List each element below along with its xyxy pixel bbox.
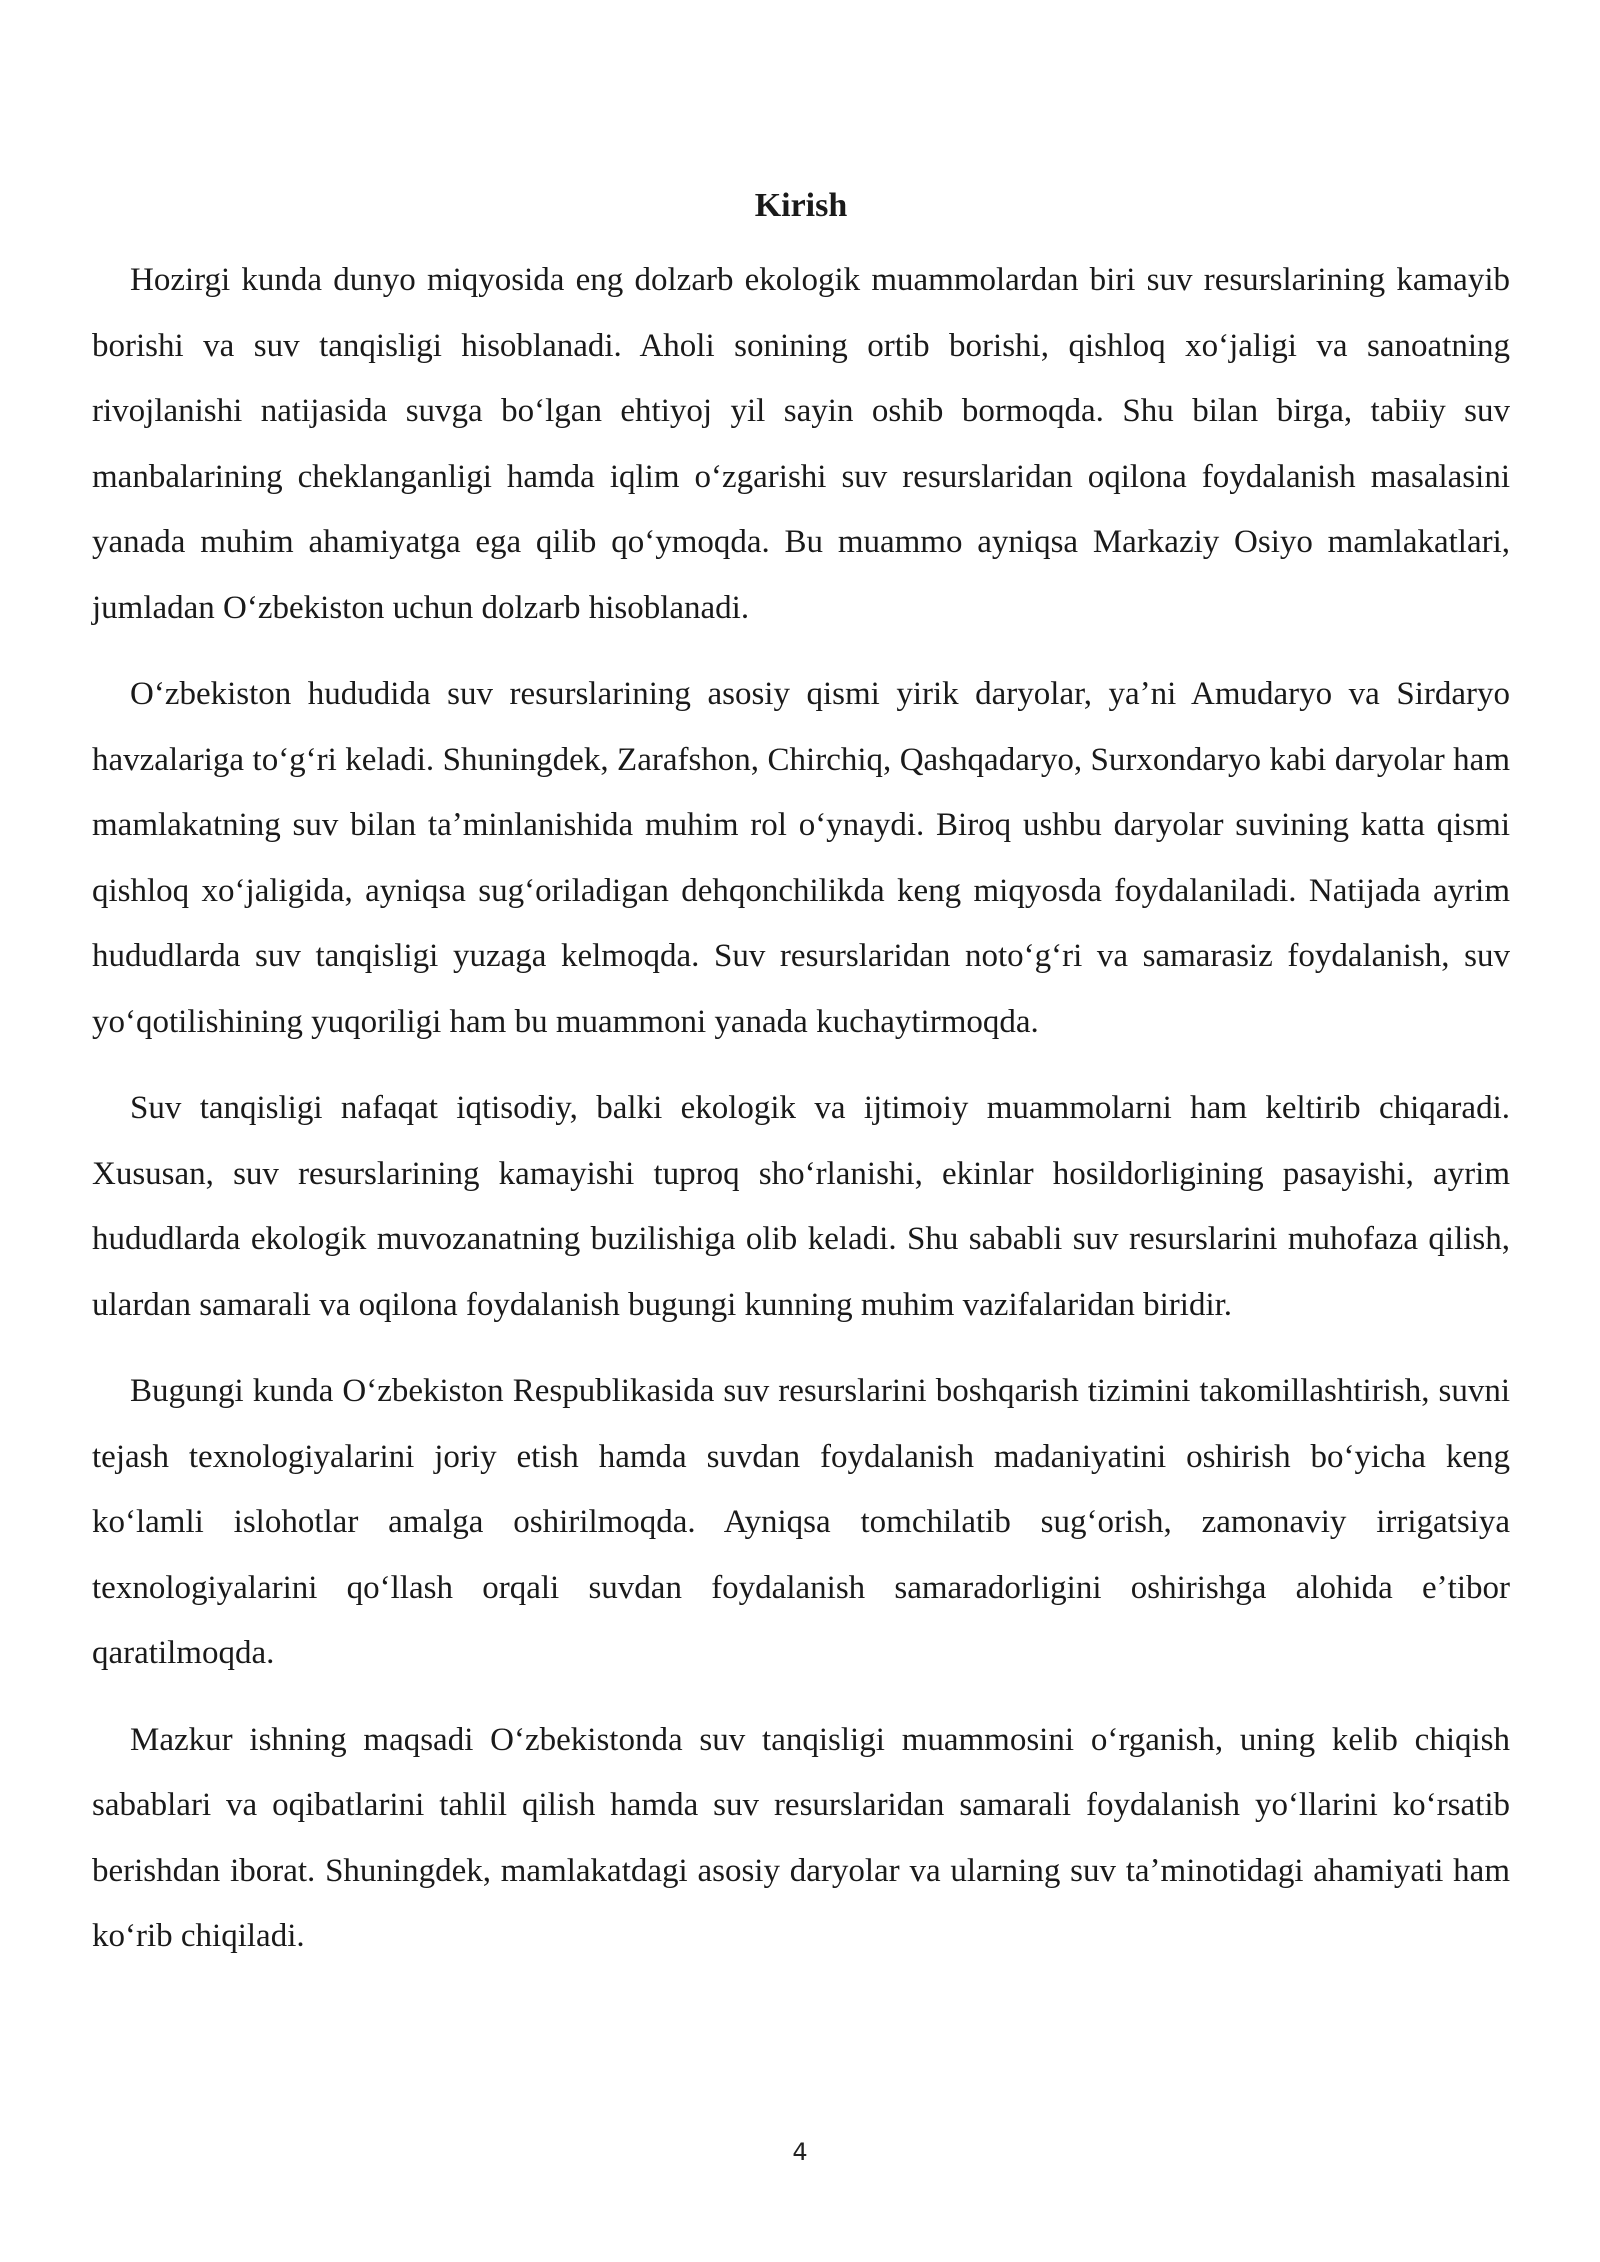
paragraph-4: Bugungi kunda Oʻzbekiston Respublikasida suv resurslarini boshqarish tizimini takomillashtirish, suvni tejash texnologiyalarini joriy etish hamda suvdan foydalanish madaniyatini oshirish boʻyicha keng koʻlamli islohotlar amalga oshirilmoqda. Ayniqsa tomchilatib sugʻorish, zamonaviy irrigatsiya texnologiyalarini qoʻllash orqali suvdan foydalanish samaradorligini oshirishga alohida eʼtibor qaratilmoqda. [92,1373,1510,1671]
paragraph-5: Mazkur ishning maqsadi Oʻzbekistonda suv tanqisligi muammosini oʻrganish, uning kelib chiqish sabablari va oqibatlarini tahlil qilish hamda suv resurslaridan samarali foydalanish yoʻllarini koʻrsatib berishdan iborat. Shuningdek, mamlakatdagi asosiy daryolar va ularning suv taʼminotidagi ahamiyati ham koʻrib chiqiladi. [92,1721,1510,1954]
page-number: 4 [792,2138,808,2166]
paragraph-3: Suv tanqisligi nafaqat iqtisodiy, balki ekologik va ijtimoiy muammolarni ham keltirib chiqaradi. Xususan, suv resurslarining kamayishi tuproq shoʻrlanishi, ekinlar hosildorligining pasayishi, ayrim hududlarda ekologik muvozanatning buzilishiga olib keladi. Shu sababli suv resurslarini muhofaza qilish, ulardan samarali va oqilona foydalanish bugungi kunning muhim vazifalaridan biridir. [92,1090,1510,1323]
section-title: Kirish [754,187,848,224]
page-content [92,184,1510,1991]
paragraph-1: Hozirgi kunda dunyo miqyosida eng dolzarb ekologik muammolardan biri suv resurslarining kamayib borishi va suv tanqisligi hisoblanadi. Aholi sonining ortib borishi, qishloq xoʻjaligi va sanoatning rivojlanishi natijasida suvga boʻlgan ehtiyoj yil sayin oshib bormoqda. Shu bilan birga, tabiiy suv manbalarining cheklanganligi hamda iqlim oʻzgarishi suv resurslaridan oqilona foydalanish masalasini yanada muhim ahamiyatga ega qilib qoʻymoqda. Bu muammo ayniqsa Markaziy Osiyo mamlakatlari, jumladan Oʻzbekiston uchun dolzarb hisoblanadi. [92,262,1510,626]
paragraph-2: Oʻzbekiston hududida suv resurslarining asosiy qismi yirik daryolar, yaʼni Amudaryo va Sirdaryo havzalariga toʻgʻri keladi. Shuningdek, Zarafshon, Chirchiq, Qashqadaryo, Surxondaryo kabi daryolar ham mamlakatning suv bilan taʼminlanishida muhim rol oʻynaydi. Biroq ushbu daryolar suvining katta qismi qishloq xoʻjaligida, ayniqsa sugʻoriladigan dehqonchilikda keng miqyosda foydalaniladi. Natijada ayrim hududlarda suv tanqisligi yuzaga kelmoqda. Suv resurslaridan notoʻgʻri va samarasiz foydalanish, suv yoʻqotilishining yuqoriligi ham bu muammoni yanada kuchaytirmoqda. [92,676,1510,1040]
